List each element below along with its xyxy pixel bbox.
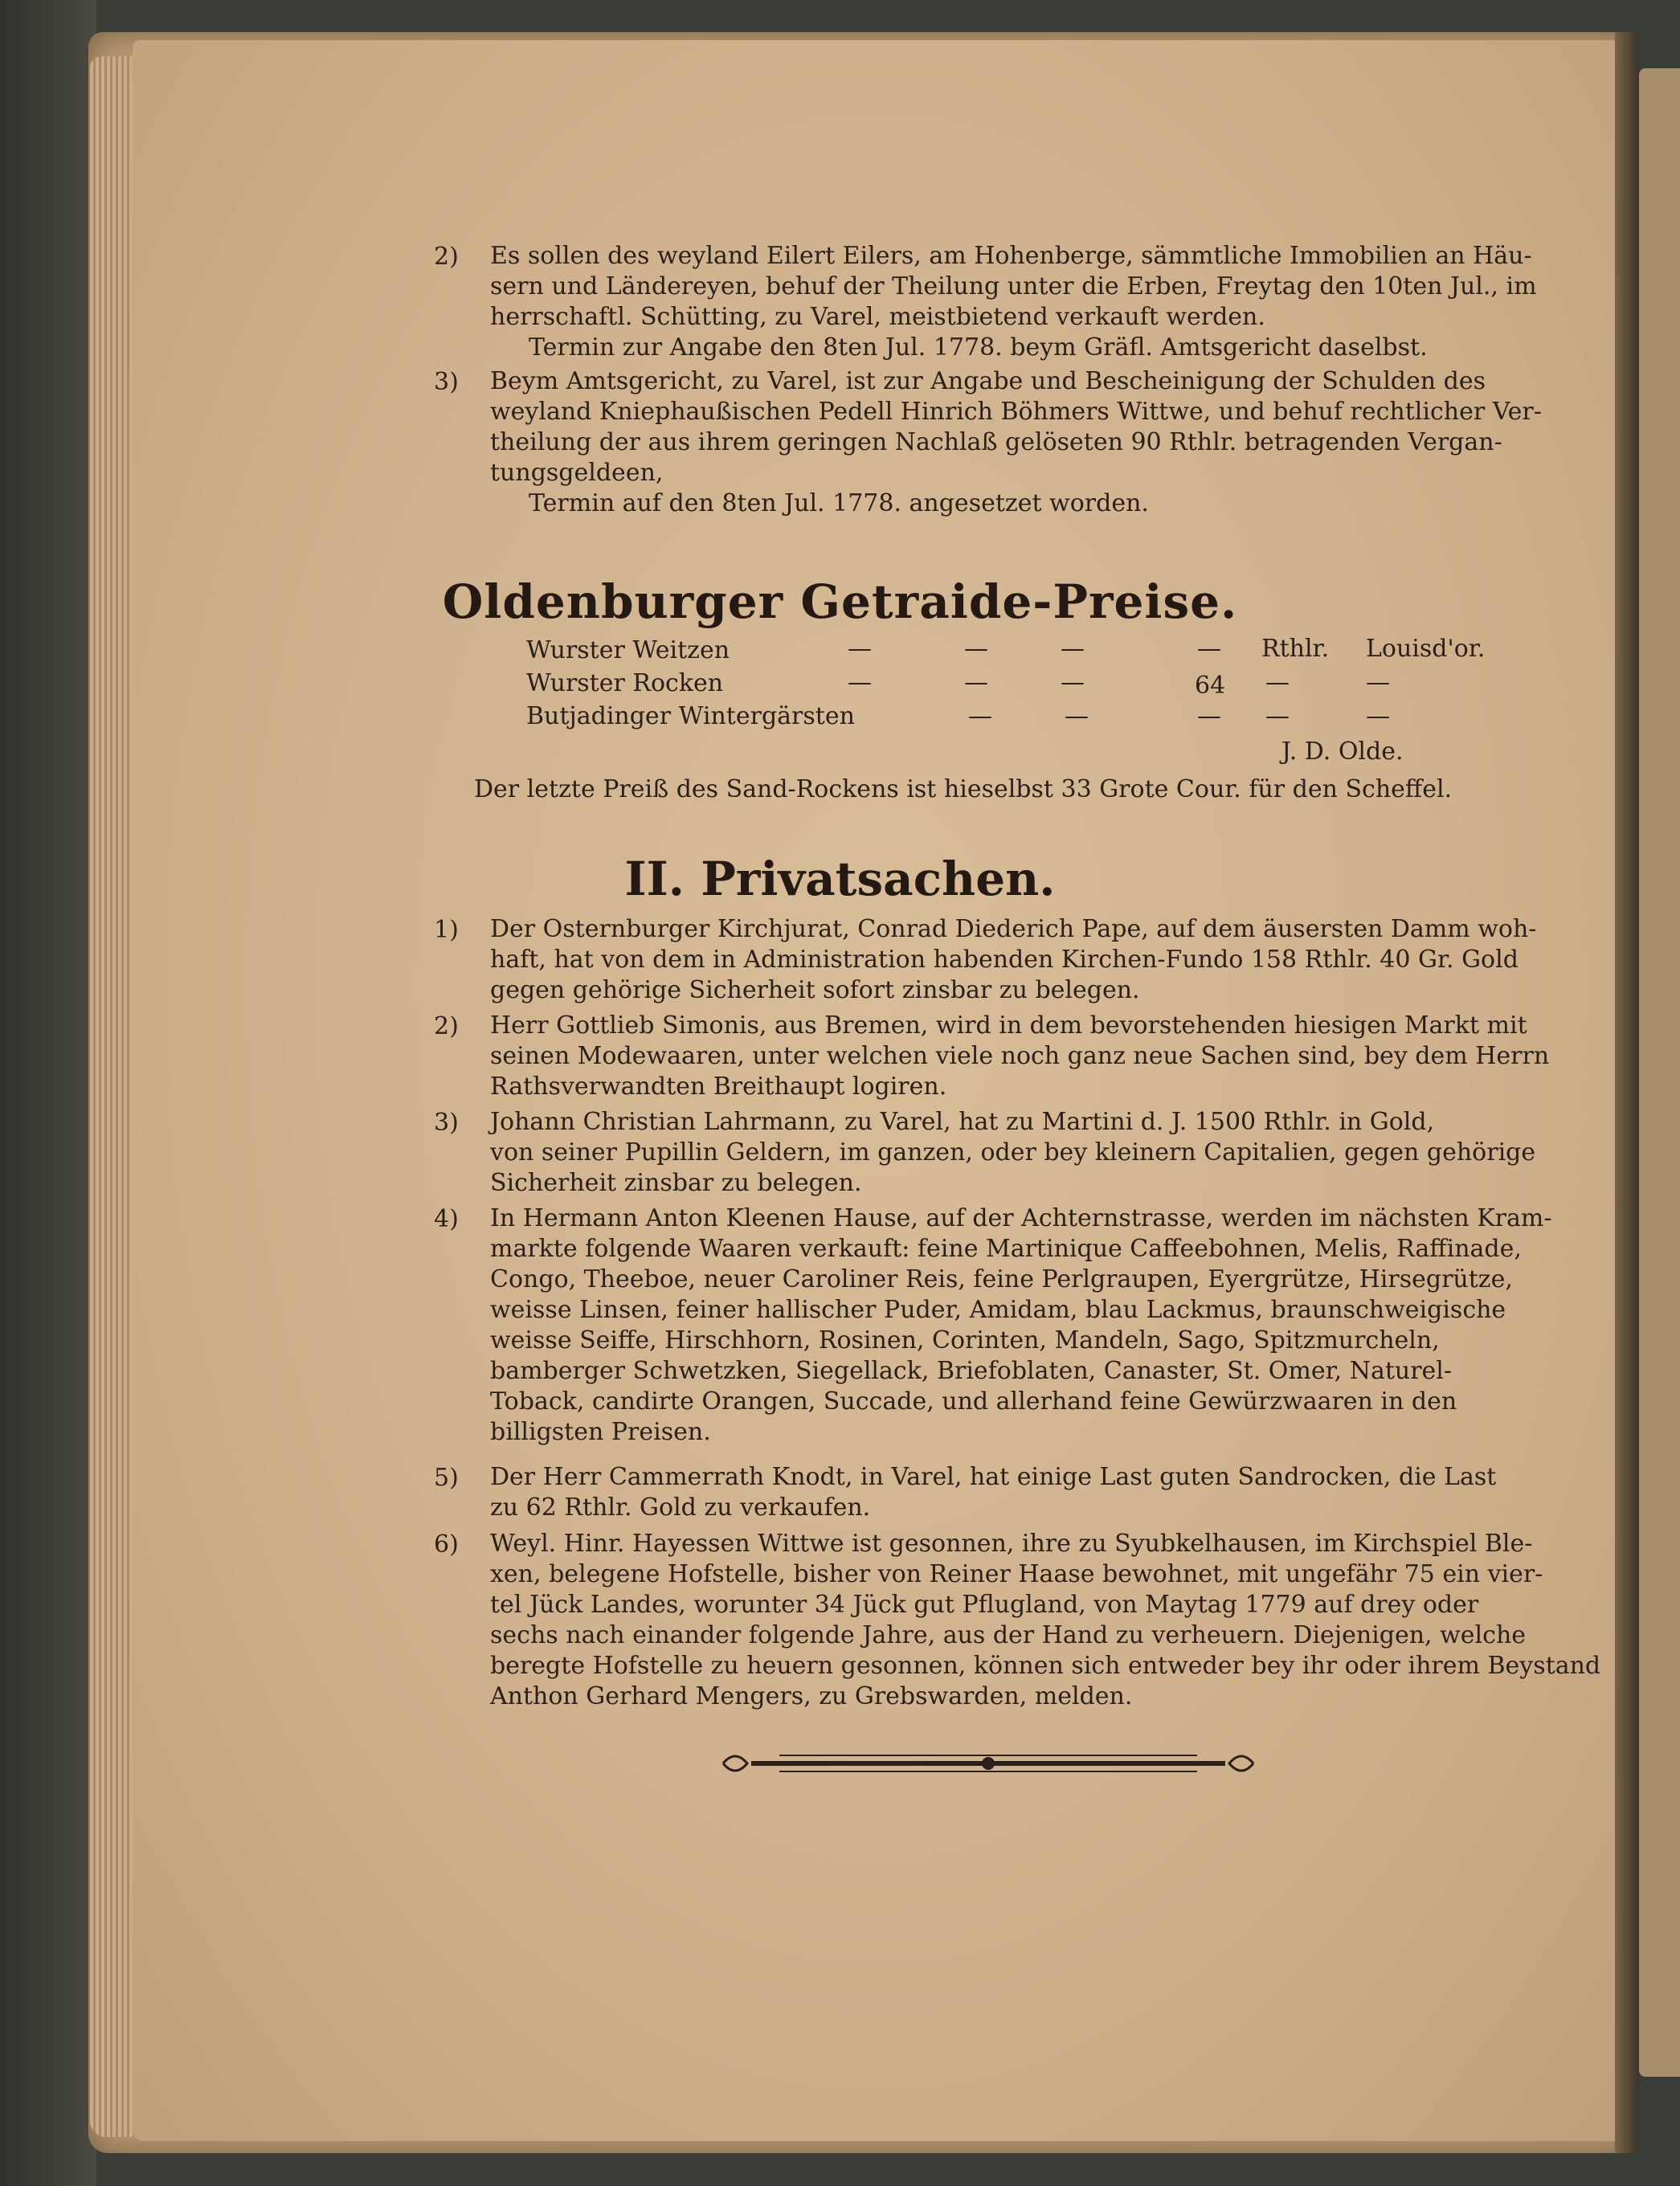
item-line: Termin zur Angabe den 8ten Jul. 1778. beym Gräfl. Amtsgericht daselbst. (529, 333, 1428, 362)
item-line: zu 62 Rthlr. Gold zu verkaufen. (490, 1493, 871, 1522)
section-heading: II. Privatsachen. (624, 852, 1056, 906)
leader-dash: — (848, 668, 872, 697)
item-line: In Hermann Anton Kleenen Hause, auf der Achternstrasse, werden im nächsten Kram- (490, 1204, 1552, 1232)
item-line: sern und Ländereyen, behuf der Theilung unter die Erben, Freytag den 10ten Jul., im (490, 272, 1537, 300)
item-number: 3) (434, 1109, 459, 1137)
leader-dash: — (1366, 668, 1385, 697)
item-number: 3) (434, 368, 459, 396)
unit-rthlr: Rthlr. (1261, 635, 1330, 663)
item-line: von seiner Pupillin Geldern, im ganzen, oder bey kleinern Capitalien, gegen gehörige (490, 1138, 1536, 1167)
item-line: Congo, Theeboe, neuer Caroliner Reis, feine Perlgraupen, Eyergrütze, Hirsegrütze, (490, 1265, 1513, 1293)
item-line: Sicherheit zinsbar zu belegen. (490, 1169, 862, 1197)
item-line: Rathsverwandten Breithaupt logiren. (490, 1073, 947, 1101)
item-line: sechs nach einander folgende Jahre, aus der Hand zu verheuern. Diejenigen, welche (490, 1621, 1527, 1649)
item-line: theilung der aus ihrem geringen Nachlaß gelöseten 90 Rthlr. betragenden Vergan- (490, 428, 1502, 456)
leader-dash: — (1061, 635, 1085, 663)
list-item (490, 1203, 1567, 1448)
list-item (490, 241, 1567, 363)
list-item (490, 1529, 1601, 1712)
item-line: seinen Modewaaren, unter welchen viele noch ganz neue Sachen sind, bey dem Herrn (490, 1042, 1550, 1070)
book-gutter (1615, 32, 1639, 2153)
leader-dash: — (1265, 668, 1285, 697)
item-line: weyland Kniephaußischen Pedell Hinrich Böhmers Wittwe, und behuf rechtlicher Ver- (490, 398, 1542, 426)
item-number: 1) (434, 916, 459, 944)
item-line: Anthon Gerhard Mengers, zu Grebswarden, melden. (490, 1682, 1133, 1710)
item-line: Herr Gottlieb Simonis, aus Bremen, wird in dem bevorstehenden hiesigen Markt mit (490, 1011, 1527, 1040)
price-rthlr: — (1197, 635, 1221, 663)
unit-louisdor: Louisd'or. (1366, 635, 1486, 663)
leader-dash: — (1061, 668, 1085, 697)
leader-dash: — (1366, 702, 1390, 730)
item-line: Toback, candirte Orangen, Succade, und allerhand feine Gewürzwaaren in den (490, 1387, 1457, 1416)
item-line: haft, hat von dem in Administration habenden Kirchen-Fundo 158 Rthlr. 40 Gr. Gold (490, 946, 1519, 974)
price-row-name: Wurster Rocken (526, 669, 724, 697)
item-line: Der Herr Cammerrath Knodt, in Varel, hat einige Last guten Sandrocken, die Last (490, 1463, 1497, 1491)
item-line: xen, belegene Hofstelle, bisher von Reiner Haase bewohnet, mit ungefähr 75 ein vier- (490, 1560, 1543, 1588)
price-note: Der letzte Preiß des Sand-Rockens ist hieselbst 33 Grote Cour. für den Scheffel. (474, 775, 1453, 803)
leader-dash: — (1265, 702, 1290, 730)
list-item (490, 1462, 1567, 1523)
signature: J. D. Olde. (1281, 738, 1404, 766)
grain-prices-heading: Oldenburger Getraide-Preise. (442, 574, 1238, 629)
item-line: weisse Seiffe, Hirschhorn, Rosinen, Corinten, Mandeln, Sago, Spitzmurcheln, (490, 1326, 1440, 1355)
leader-dash: — (848, 635, 872, 663)
item-line: billigsten Preisen. (490, 1418, 711, 1446)
price-rthlr: — (1197, 702, 1221, 730)
item-number: 2) (434, 243, 459, 271)
item-line: tel Jück Landes, worunter 34 Jück gut Pflugland, von Maytag 1779 auf drey oder (490, 1591, 1479, 1619)
leader-dash: — (968, 702, 992, 730)
page-edges (90, 56, 138, 2137)
book-cover-edge (0, 0, 96, 2186)
next-page-edge (1639, 68, 1680, 2077)
item-number: 6) (434, 1530, 459, 1559)
leader-dash: — (964, 668, 988, 697)
item-line: Es sollen des weyland Eilert Eilers, am Hohenberge, sämmtliche Immobilien an Häu- (490, 242, 1532, 270)
list-item (490, 914, 1567, 1006)
item-number: 4) (434, 1205, 459, 1233)
item-line: bamberger Schwetzken, Siegellack, Briefoblaten, Canaster, St. Omer, Naturel- (490, 1357, 1453, 1385)
item-line: gegen gehörige Sicherheit sofort zinsbar zu belegen. (490, 976, 1140, 1004)
item-number: 5) (434, 1464, 459, 1492)
price-row-name: Butjadinger Wintergärsten (526, 702, 855, 730)
list-item (490, 1011, 1567, 1102)
item-line: herrschaftl. Schütting, zu Varel, meistbietend verkauft werden. (490, 303, 1265, 331)
item-line: Johann Christian Lahrmann, zu Varel, hat zu Martini d. J. 1500 Rthlr. in Gold, (490, 1108, 1435, 1136)
item-line: tungsgeldeen, (490, 459, 664, 487)
item-line: weisse Linsen, feiner hallischer Puder, Amidam, blau Lackmus, braunschweigische (490, 1296, 1506, 1324)
item-line: beregte Hofstelle zu heuern gesonnen, können sich entweder bey ihr oder ihrem Beystand (490, 1652, 1601, 1680)
item-line: Der Osternburger Kirchjurat, Conrad Diederich Pape, auf dem äusersten Damm woh- (490, 915, 1537, 943)
price-row-name: Wurster Weitzen (526, 636, 730, 664)
price-rthlr: 64 (1195, 672, 1226, 700)
leader-dash: — (1065, 702, 1089, 730)
item-line: markte folgende Waaren verkauft: feine Martinique Caffeebohnen, Melis, Raffinade, (490, 1235, 1522, 1263)
item-line: Termin auf den 8ten Jul. 1778. angesetzet worden. (529, 489, 1149, 517)
item-number: 2) (434, 1012, 459, 1040)
leader-dash: — (964, 635, 988, 663)
ornament-divider-icon (707, 1743, 1269, 1784)
item-line: Weyl. Hinr. Hayessen Wittwe ist gesonnen, ihre zu Syubkelhausen, im Kirchspiel Ble- (490, 1530, 1533, 1558)
item-line: Beym Amtsgericht, zu Varel, ist zur Angabe und Bescheinigung der Schulden des (490, 367, 1486, 395)
list-item (490, 1107, 1567, 1199)
list-item (490, 366, 1567, 519)
